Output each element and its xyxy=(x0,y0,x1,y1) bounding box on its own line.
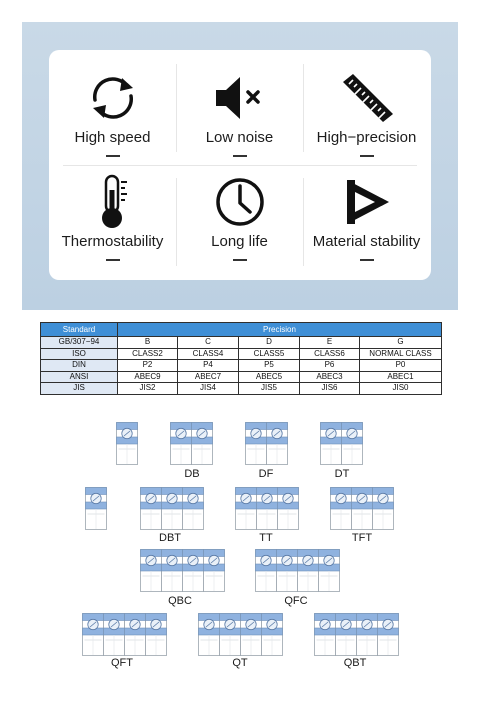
clock-icon xyxy=(210,172,270,232)
table-cell: JIS2 xyxy=(118,383,178,395)
feature-label: High−precision xyxy=(316,129,417,146)
bearing-tt xyxy=(235,487,299,535)
bearing-dt xyxy=(320,422,363,470)
table-cell: G xyxy=(360,337,442,349)
arrangement-label-qbc: QBC xyxy=(168,595,192,607)
bearing-unit xyxy=(86,488,107,530)
bearing-diagram xyxy=(330,487,394,530)
bearing-unit xyxy=(378,614,399,656)
bearing-qbt xyxy=(314,613,399,661)
bearing-qft xyxy=(82,613,167,661)
arrangement-label-dbt: DBT xyxy=(159,532,181,544)
table-cell: CLASS5 xyxy=(239,348,300,360)
row-standard: DIN xyxy=(41,360,118,372)
arrangement-label-tft: TFT xyxy=(351,532,373,544)
table-cell: C xyxy=(178,337,239,349)
feature-label: Long life xyxy=(211,233,268,250)
feature-high-speed xyxy=(49,50,176,165)
bearing-unit xyxy=(319,550,340,592)
bearing-diagram xyxy=(245,422,288,465)
table-cell: ABEC7 xyxy=(178,371,239,383)
table-cell: P0 xyxy=(360,360,442,372)
bearing-diagram xyxy=(140,487,204,530)
bearing-unit xyxy=(162,488,183,530)
table-cell: P5 xyxy=(239,360,300,372)
table-cell: JIS5 xyxy=(239,383,300,395)
table-cell: JIS4 xyxy=(178,383,239,395)
table-cell: CLASS2 xyxy=(118,348,178,360)
bearing-diagram xyxy=(85,487,107,530)
bearing-unit xyxy=(352,488,373,530)
table-cell: CLASS4 xyxy=(178,348,239,360)
arrangement-label-db: DB xyxy=(184,468,200,480)
table-cell: ABEC3 xyxy=(300,371,360,383)
feature-label: Material stability xyxy=(312,233,421,250)
bearing-unit xyxy=(315,614,336,656)
bearing-diagram xyxy=(116,422,138,465)
bearing-unit xyxy=(321,423,342,465)
bearing-db xyxy=(170,422,213,470)
feature-low-noise xyxy=(176,50,303,165)
bearing-single xyxy=(85,487,107,535)
bearing-qt xyxy=(198,613,283,661)
arrangement-label-qfc: QFC xyxy=(284,595,308,607)
table-cell: ABEC5 xyxy=(239,371,300,383)
bearing-unit xyxy=(146,614,167,656)
dash xyxy=(106,259,120,261)
table-cell: B xyxy=(118,337,178,349)
table-cell: ABEC1 xyxy=(360,371,442,383)
thermometer-icon xyxy=(83,172,143,232)
bearing-unit xyxy=(298,550,319,592)
bearing-unit xyxy=(256,550,277,592)
dash xyxy=(360,259,374,261)
bearing-diagram xyxy=(314,613,399,656)
bearing-unit xyxy=(183,550,204,592)
bearing-unit xyxy=(241,614,262,656)
feature-label: Low noise xyxy=(205,129,274,146)
bearing-unit xyxy=(117,423,138,465)
row-standard: ISO xyxy=(41,348,118,360)
bearing-unit xyxy=(262,614,283,656)
feature-material-stability xyxy=(303,154,430,269)
table-cell: P6 xyxy=(300,360,360,372)
bearing-unit xyxy=(257,488,278,530)
arrangement-label-qt: QT xyxy=(232,657,248,669)
bearing-unit xyxy=(336,614,357,656)
bearing-diagram xyxy=(235,487,299,530)
bearing-unit xyxy=(267,423,288,465)
row-standard: GB/307−94 xyxy=(41,337,118,349)
feature-label: High speed xyxy=(74,129,151,146)
table-cell: JIS6 xyxy=(300,383,360,395)
arrangement-label-qbt: QBT xyxy=(343,657,367,669)
bearing-df xyxy=(245,422,288,470)
bearing-unit xyxy=(278,488,299,530)
bearing-unit xyxy=(141,488,162,530)
table-cell: P2 xyxy=(118,360,178,372)
arrangement-label-dt: DT xyxy=(334,468,350,480)
bearing-diagram xyxy=(198,613,283,656)
bearing-unit xyxy=(236,488,257,530)
row-standard: JIS xyxy=(41,383,118,395)
feature-panel xyxy=(22,22,458,310)
table-row xyxy=(41,383,442,395)
bearing-unit xyxy=(246,423,267,465)
feature-long-life xyxy=(176,154,303,269)
arrangement-label-tt: TT xyxy=(259,532,273,544)
arrangement-label-qft: QFT xyxy=(111,657,133,669)
table-cell: CLASS6 xyxy=(300,348,360,360)
rotation-arrows-icon xyxy=(83,68,143,128)
header-precision: Precision xyxy=(118,323,442,337)
feature-high-precision xyxy=(303,50,430,165)
table-cell: D xyxy=(239,337,300,349)
row-standard: ANSI xyxy=(41,371,118,383)
bearing-unit xyxy=(199,614,220,656)
bearing-unit xyxy=(220,614,241,656)
arrangement-label-df: DF xyxy=(258,468,274,480)
table-row xyxy=(41,371,442,383)
table-cell: ABEC9 xyxy=(118,371,178,383)
bearing-unit xyxy=(373,488,394,530)
bearing-single xyxy=(116,422,138,470)
triangle-logo-icon xyxy=(337,172,397,232)
bearing-dbt xyxy=(140,487,204,535)
header-standard: Standard xyxy=(41,323,118,337)
bearing-tft xyxy=(330,487,394,535)
table-cell: NORMAL CLASS xyxy=(360,348,442,360)
table-header-row xyxy=(41,323,442,337)
bearing-qbc xyxy=(140,549,225,597)
table-row xyxy=(41,348,442,360)
bearing-diagram xyxy=(82,613,167,656)
ruler-icon xyxy=(337,68,397,128)
bearing-diagram xyxy=(140,549,225,592)
speaker-mute-icon xyxy=(210,68,270,128)
bearing-unit xyxy=(83,614,104,656)
feature-label: Thermostability xyxy=(61,233,164,250)
dash xyxy=(233,259,247,261)
table-cell: E xyxy=(300,337,360,349)
table-row xyxy=(41,360,442,372)
bearing-unit xyxy=(141,550,162,592)
bearing-unit xyxy=(125,614,146,656)
table-cell: JIS0 xyxy=(360,383,442,395)
bearing-unit xyxy=(183,488,204,530)
bearing-unit xyxy=(162,550,183,592)
feature-thermostability xyxy=(49,154,176,269)
precision-table xyxy=(40,322,442,395)
feature-card xyxy=(49,50,431,280)
bearing-diagram xyxy=(320,422,363,465)
bearing-unit xyxy=(357,614,378,656)
bearing-unit xyxy=(331,488,352,530)
bearing-unit xyxy=(192,423,213,465)
bearing-diagram xyxy=(170,422,213,465)
bearing-unit xyxy=(204,550,225,592)
bearing-diagram xyxy=(255,549,340,592)
bearing-unit xyxy=(171,423,192,465)
bearing-unit xyxy=(104,614,125,656)
bearing-unit xyxy=(342,423,363,465)
table-row xyxy=(41,337,442,349)
bearing-unit xyxy=(277,550,298,592)
bearing-qfc xyxy=(255,549,340,597)
table-cell: P4 xyxy=(178,360,239,372)
